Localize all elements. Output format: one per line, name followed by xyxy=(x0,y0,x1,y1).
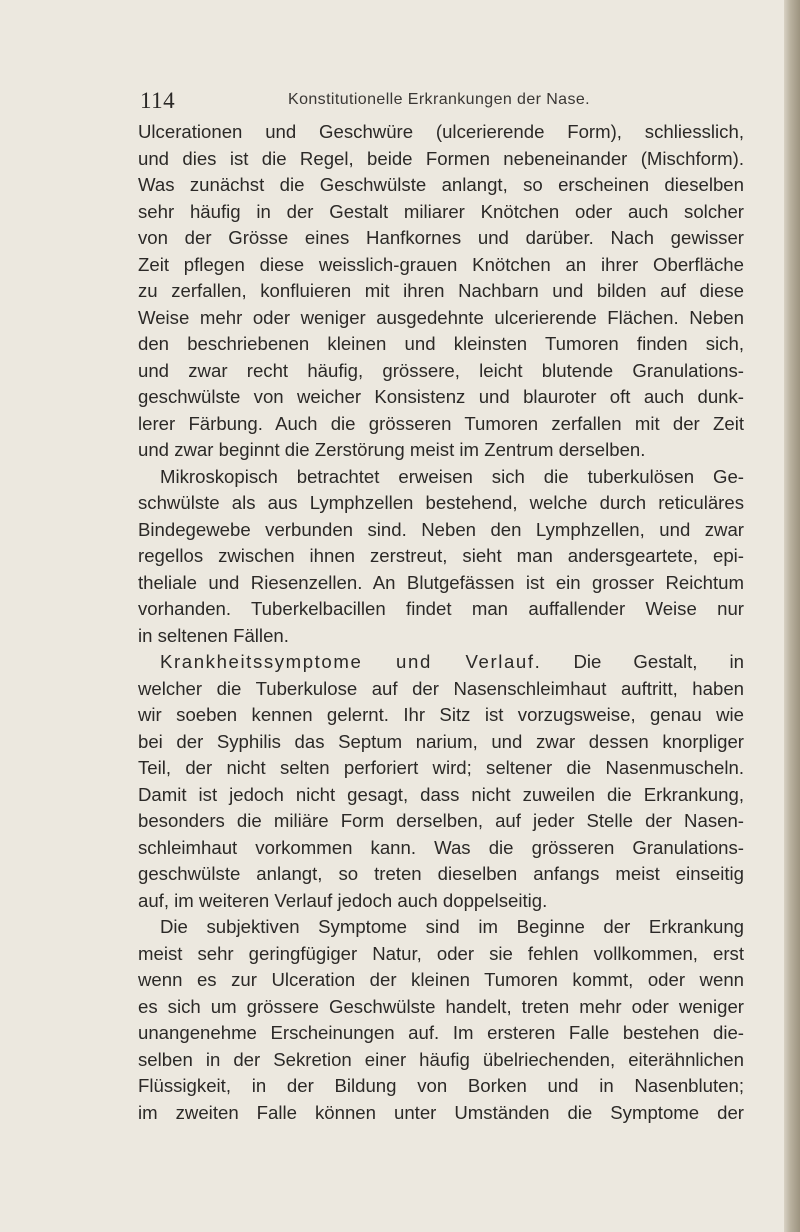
text-line: Mikroskopisch betrachtet erweisen sich die tuberkulösen Ge- xyxy=(160,465,744,487)
text-line: von der Grösse eines Hanfkornes und darüber. Nach gewisser xyxy=(138,227,744,248)
text-line: wenn es zur Ulceration der kleinen Tumoren kommt, oder wenn xyxy=(138,969,744,990)
section-line-text: Die Gestalt, in xyxy=(573,651,744,672)
page-header xyxy=(140,88,760,118)
text-line: zu zerfallen, konfluieren mit ihren Nachbarn und bilden auf diese xyxy=(138,280,744,301)
text-line: Die subjektiven Symptome sind im Beginne der Erkrankung xyxy=(160,916,744,937)
page-number: 114 xyxy=(140,88,176,113)
text-line: Ulcerationen und Geschwüre (ulcerierende Form), schliesslich, xyxy=(138,121,744,142)
text-line: unangenehme Erscheinungen auf. Im ersteren Falle bestehen die- xyxy=(138,1022,744,1043)
text-line: und zwar recht häufig, grössere, leicht blutende Granulations- xyxy=(138,359,744,381)
text-line: im zweiten Falle können unter Umständen die Symptome der xyxy=(138,1101,744,1123)
text-line: meist sehr geringfügiger Natur, oder sie fehlen vollkommen, erst xyxy=(138,942,744,964)
text-line: es sich um grössere Geschwülste handelt, treten mehr oder weniger xyxy=(138,995,744,1017)
text-line: theliale und Riesenzellen. An Blutgefässen ist ein grosser Reichtum xyxy=(138,571,744,593)
text-line: lerer Färbung. Auch die grösseren Tumoren zerfallen mit der Zeit xyxy=(138,412,744,434)
text-line: Bindegewebe verbunden sind. Neben den Lymphzellen, und zwar xyxy=(138,518,744,540)
text-line: und zwar beginnt die Zerstörung meist im Zentrum derselben. xyxy=(138,439,646,460)
text-line: Weise mehr oder weniger ausgedehnte ulcerierende Flächen. Neben xyxy=(138,306,744,328)
text-line: bei der Syphilis das Septum narium, und zwar dessen knorpliger xyxy=(138,730,744,752)
text-line: in seltenen Fällen. xyxy=(138,624,289,646)
text-line: Flüssigkeit, in der Bildung von Borken und in Nasenbluten; xyxy=(138,1075,744,1096)
text-line: Zeit pflegen diese weisslich-grauen Knötchen an ihrer Oberfläche xyxy=(138,253,744,275)
text-line: geschwülste von weicher Konsistenz und blauroter oft auch dunk- xyxy=(138,386,744,407)
page-binding-edge xyxy=(784,0,800,1232)
text-line: wir soeben kennen gelernt. Ihr Sitz ist vorzugsweise, genau wie xyxy=(138,704,744,725)
body-text xyxy=(138,119,744,1126)
text-line: auf, im weiteren Verlauf jedoch auch doppelseitig. xyxy=(138,889,548,911)
text-line: Teil, der nicht selten perforiert wird; seltener die Nasenmuscheln. xyxy=(138,757,744,778)
text-line: geschwülste anlangt, so treten dieselben anfangs meist einseitig xyxy=(138,863,744,884)
section-heading: Krankheitssymptome und Verlauf. xyxy=(160,651,542,672)
text-line: vorhanden. Tuberkelbacillen findet man auffallender Weise nur xyxy=(138,598,744,619)
text-line: schwülste als aus Lymphzellen bestehend, welche durch reticuläres xyxy=(138,492,744,513)
text-line: Damit ist jedoch nicht gesagt, dass nicht zuweilen die Erkrankung, xyxy=(138,783,744,805)
text-line: selben in der Sekretion einer häufig übelriechenden, eiterähnlichen xyxy=(138,1048,744,1070)
text-line: regellos zwischen ihnen zerstreut, sieht man andersgeartete, epi- xyxy=(138,545,744,566)
text-line: den beschriebenen kleinen und kleinsten Tumoren finden sich, xyxy=(138,333,744,354)
text-line: welcher die Tuberkulose auf der Nasenschleimhaut auftritt, haben xyxy=(138,677,744,699)
running-head: Konstitutionelle Erkrankungen der Nase. xyxy=(288,91,590,108)
text-line: besonders die miliäre Form derselben, auf jeder Stelle der Nasen- xyxy=(138,810,744,831)
section-line xyxy=(138,649,744,676)
text-line: sehr häufig in der Gestalt miliarer Knötchen oder auch solcher xyxy=(138,200,744,222)
text-line: schleimhaut vorkommen kann. Was die grösseren Granulations- xyxy=(138,836,744,858)
text-line: und dies ist die Regel, beide Formen nebeneinander (Mischform). xyxy=(138,147,744,169)
text-line: Was zunächst die Geschwülste anlangt, so erscheinen dieselben xyxy=(138,174,744,195)
